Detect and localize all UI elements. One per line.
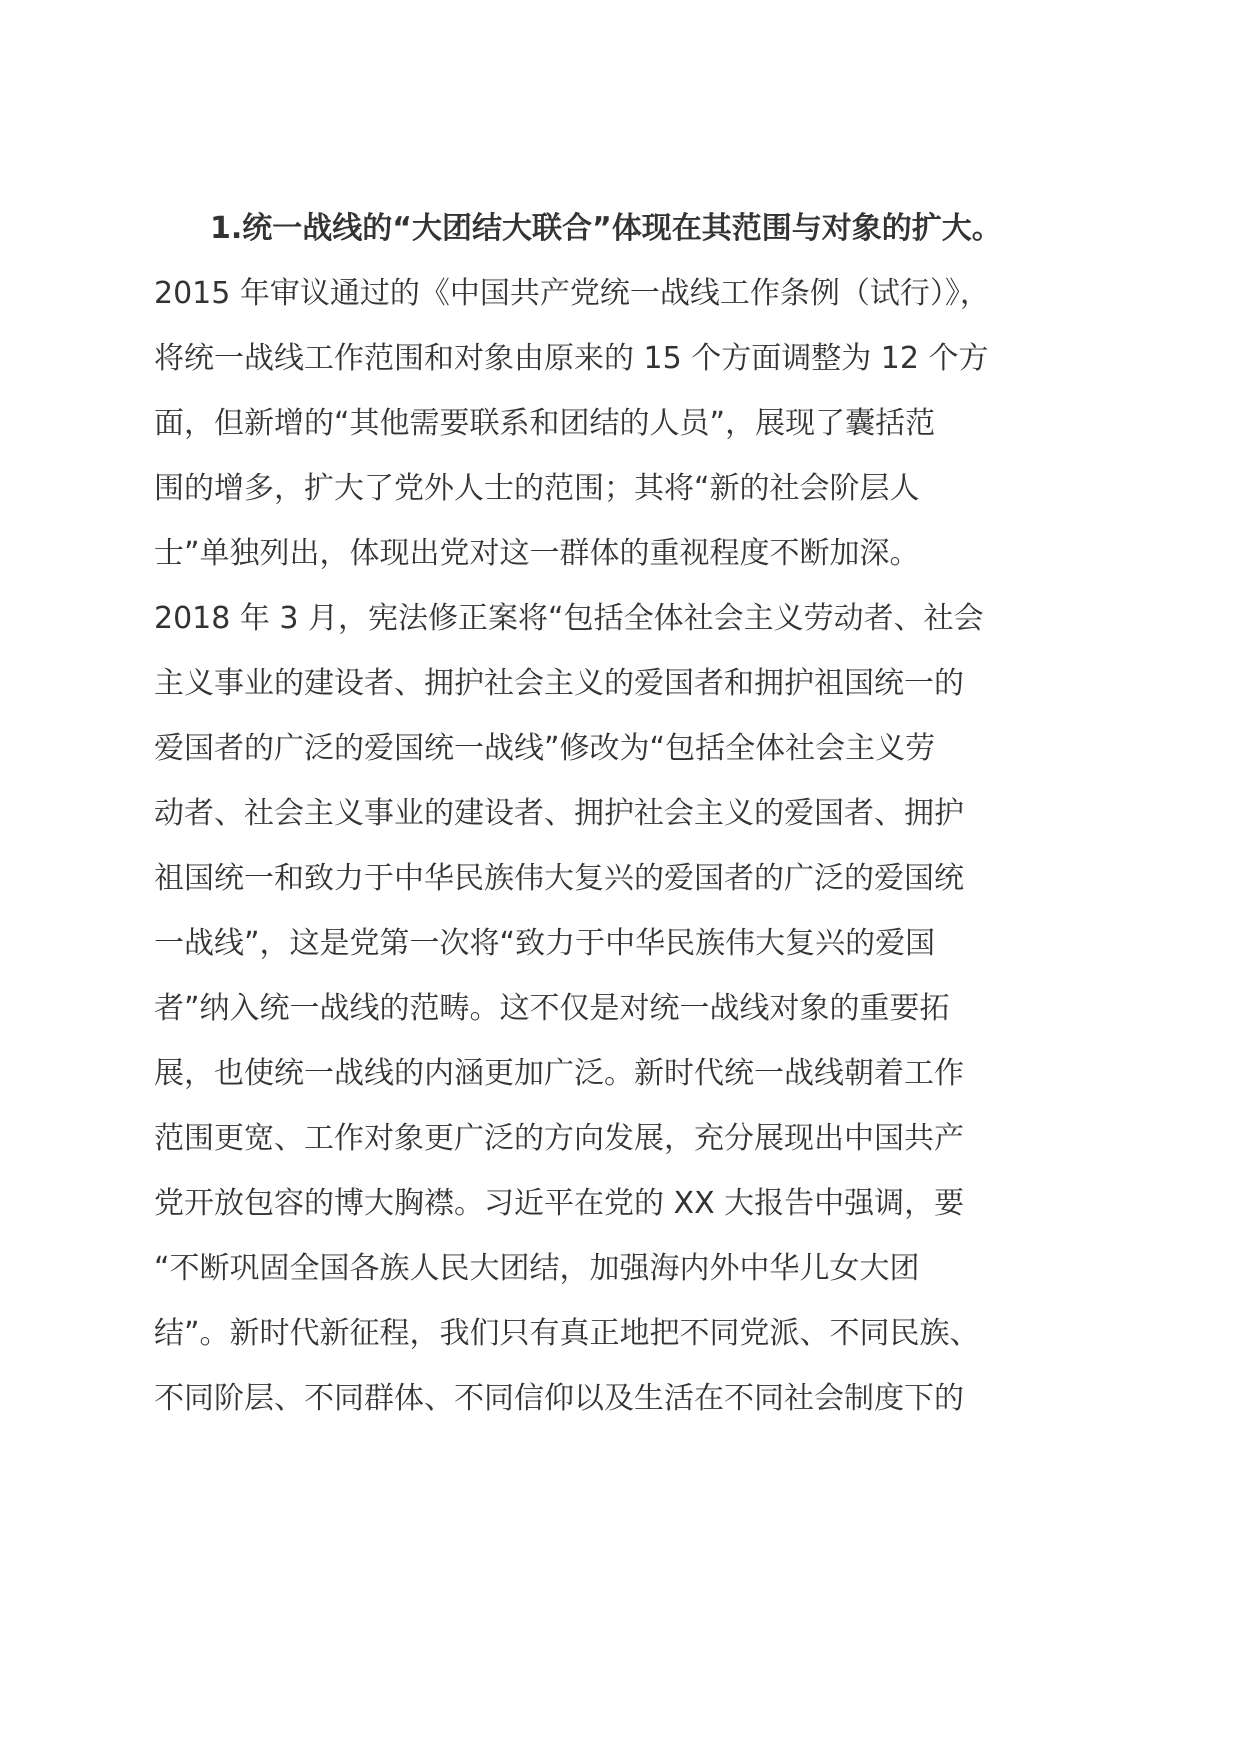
text-line: 爱国者的广泛的爱国统一战线”修改为“包括全体社会主义劳 xyxy=(154,731,936,766)
text-line: 主义事业的建设者、拥护社会主义的爱国者和拥护祖国统一的 xyxy=(154,666,964,701)
text-line: 祖国统一和致力于中华民族伟大复兴的爱国者的广泛的爱国统 xyxy=(154,861,964,896)
text-line: 范围更宽、工作对象更广泛的方向发展，充分展现出中国共产 xyxy=(154,1121,964,1156)
text-line: 围的增多，扩大了党外人士的范围；其将“新的社会阶层人 xyxy=(154,471,920,506)
text-line: 不同阶层、不同群体、不同信仰以及生活在不同社会制度下的 xyxy=(154,1381,964,1416)
text-line: 2015 年审议通过的《中国共产党统一战线工作条例（试行）》， xyxy=(154,276,990,311)
text-line: 展，也使统一战线的内涵更加广泛。新时代统一战线朝着工作 xyxy=(154,1056,964,1091)
text-line: 面，但新增的“其他需要联系和团结的人员”，展现了囊括范 xyxy=(154,406,936,441)
text-line: 将统一战线工作范围和对象由原来的 15 个方面调整为 12 个方 xyxy=(154,341,989,376)
text-line: 动者、社会主义事业的建设者、拥护社会主义的爱国者、拥护 xyxy=(154,796,964,831)
text-line: 士”单独列出，体现出党对这一群体的重视程度不断加深。 xyxy=(154,536,920,571)
text-line: 者”纳入统一战线的范畴。这不仅是对统一战线对象的重要拓 xyxy=(154,991,950,1026)
text-line: 2018 年 3 月，宪法修正案将“包括全体社会主义劳动者、社会 xyxy=(154,601,984,636)
text-line: 结”。新时代新征程，我们只有真正地把不同党派、不同民族、 xyxy=(154,1316,980,1351)
body-text xyxy=(154,196,1114,1431)
text-line: 一战线”，这是党第一次将“致力于中华民族伟大复兴的爱国 xyxy=(154,926,936,961)
section-heading: 1.统一战线的“大团结大联合”体现在其范围与对象的扩大。 xyxy=(210,211,1002,246)
text-line: “不断巩固全国各族人民大团结，加强海内外中华儿女大团 xyxy=(154,1251,920,1286)
text-line: 党开放包容的博大胸襟。习近平在党的 XX 大报告中强调，要 xyxy=(154,1186,965,1221)
